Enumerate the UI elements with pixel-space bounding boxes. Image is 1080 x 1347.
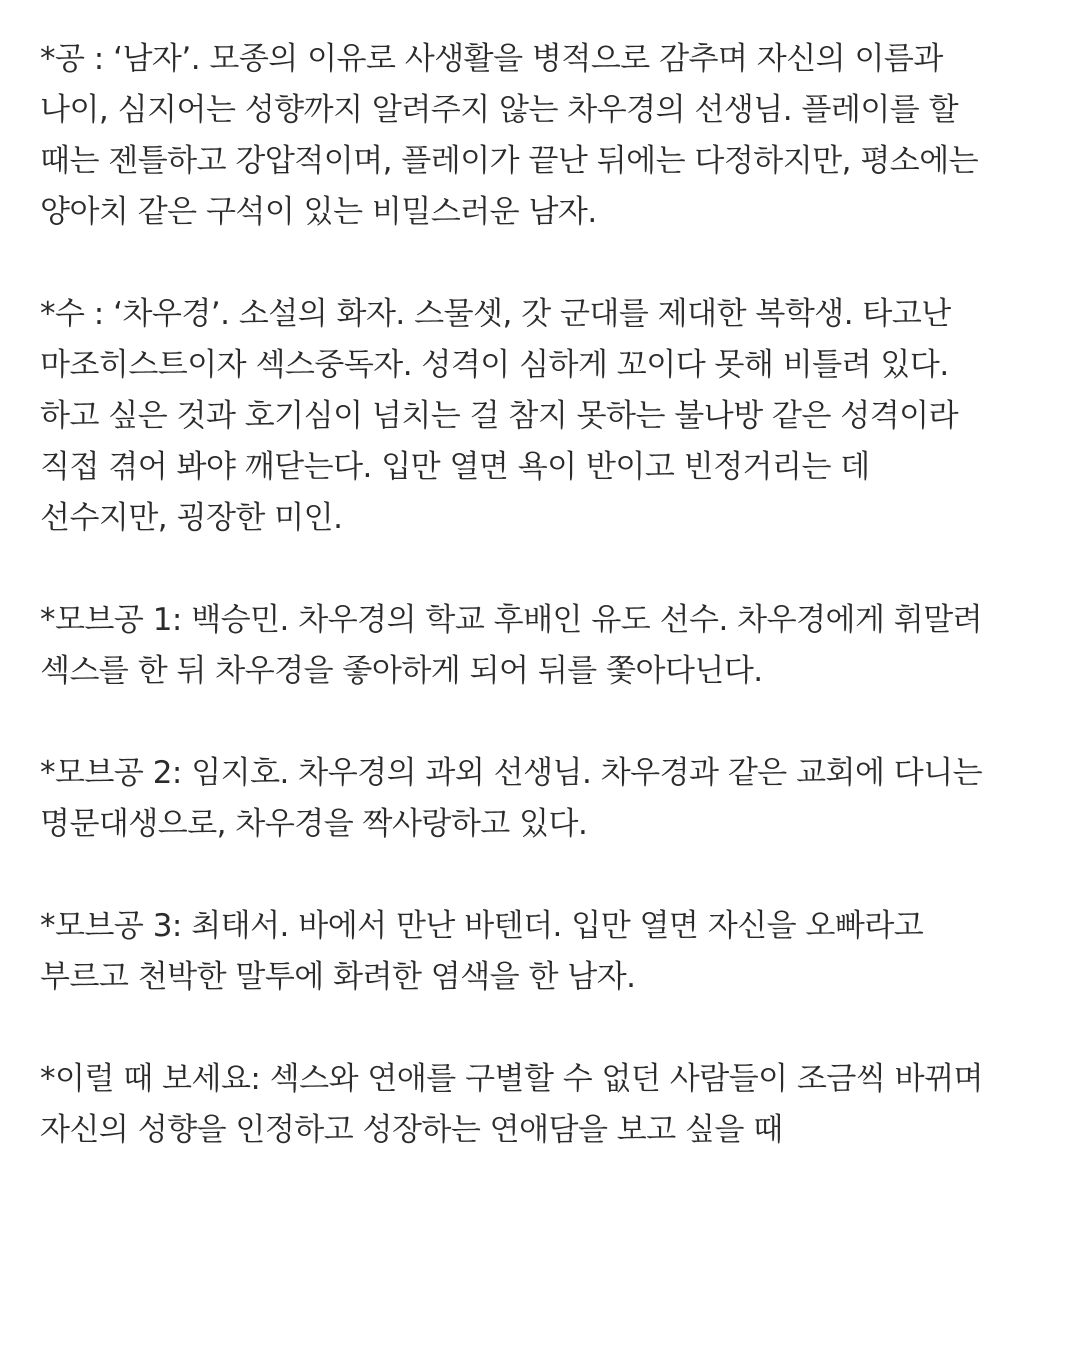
text-line: 때는 젠틀하고 강압적이며, 플레이가 끝난 뒤에는 다정하지만, 평소에는 xyxy=(40,143,979,179)
text-line: 부르고 천박한 말투에 화려한 염색을 한 남자. xyxy=(40,959,636,995)
text-line: *이럴 때 보세요: 섹스와 연애를 구별할 수 없던 사람들이 조금씩 바뀌며 xyxy=(40,1061,983,1097)
paragraph-gong xyxy=(40,34,1050,238)
text-line: 섹스를 한 뒤 차우경을 좋아하게 되어 뒤를 쫓아다닌다. xyxy=(40,653,763,689)
text-line: 선수지만, 굉장한 미인. xyxy=(40,500,343,536)
paragraph-mob-2 xyxy=(40,748,1050,850)
text-line: *공 : ‘남자’. 모종의 이유로 사생활을 병적으로 감추며 자신의 이름과 xyxy=(40,41,943,77)
text-line: 하고 싶은 것과 호기심이 넘치는 걸 참지 못하는 불나방 같은 성격이라 xyxy=(40,398,959,434)
text-line: *모브공 3: 최태서. 바에서 만난 바텐더. 입만 열면 자신을 오빠라고 xyxy=(40,908,924,944)
paragraph-su xyxy=(40,289,1050,544)
text-line: 마조히스트이자 섹스중독자. 성격이 심하게 꼬이다 못해 비틀려 있다. xyxy=(40,347,949,383)
text-line: 자신의 성향을 인정하고 성장하는 연애담을 보고 싶을 때 xyxy=(40,1112,783,1148)
paragraph-recommend xyxy=(40,1054,1050,1156)
text-line: 명문대생으로, 차우경을 짝사랑하고 있다. xyxy=(40,806,588,842)
paragraph-mob-3 xyxy=(40,901,1050,1003)
text-line: *모브공 2: 임지호. 차우경의 과외 선생님. 차우경과 같은 교회에 다니는 xyxy=(40,755,983,791)
text-line: 직접 겪어 봐야 깨닫는다. 입만 열면 욕이 반이고 빈정거리는 데 xyxy=(40,449,870,485)
text-line: 나이, 심지어는 성향까지 알려주지 않는 차우경의 선생님. 플레이를 할 xyxy=(40,92,959,128)
document-body xyxy=(40,34,1050,1207)
text-line: 양아치 같은 구석이 있는 비밀스러운 남자. xyxy=(40,194,597,230)
text-line: *모브공 1: 백승민. 차우경의 학교 후배인 유도 선수. 차우경에게 휘말려 xyxy=(40,602,983,638)
paragraph-mob-1 xyxy=(40,595,1050,697)
text-line: *수 : ‘차우경’. 소설의 화자. 스물셋, 갓 군대를 제대한 복학생. 타고난 xyxy=(40,296,951,332)
